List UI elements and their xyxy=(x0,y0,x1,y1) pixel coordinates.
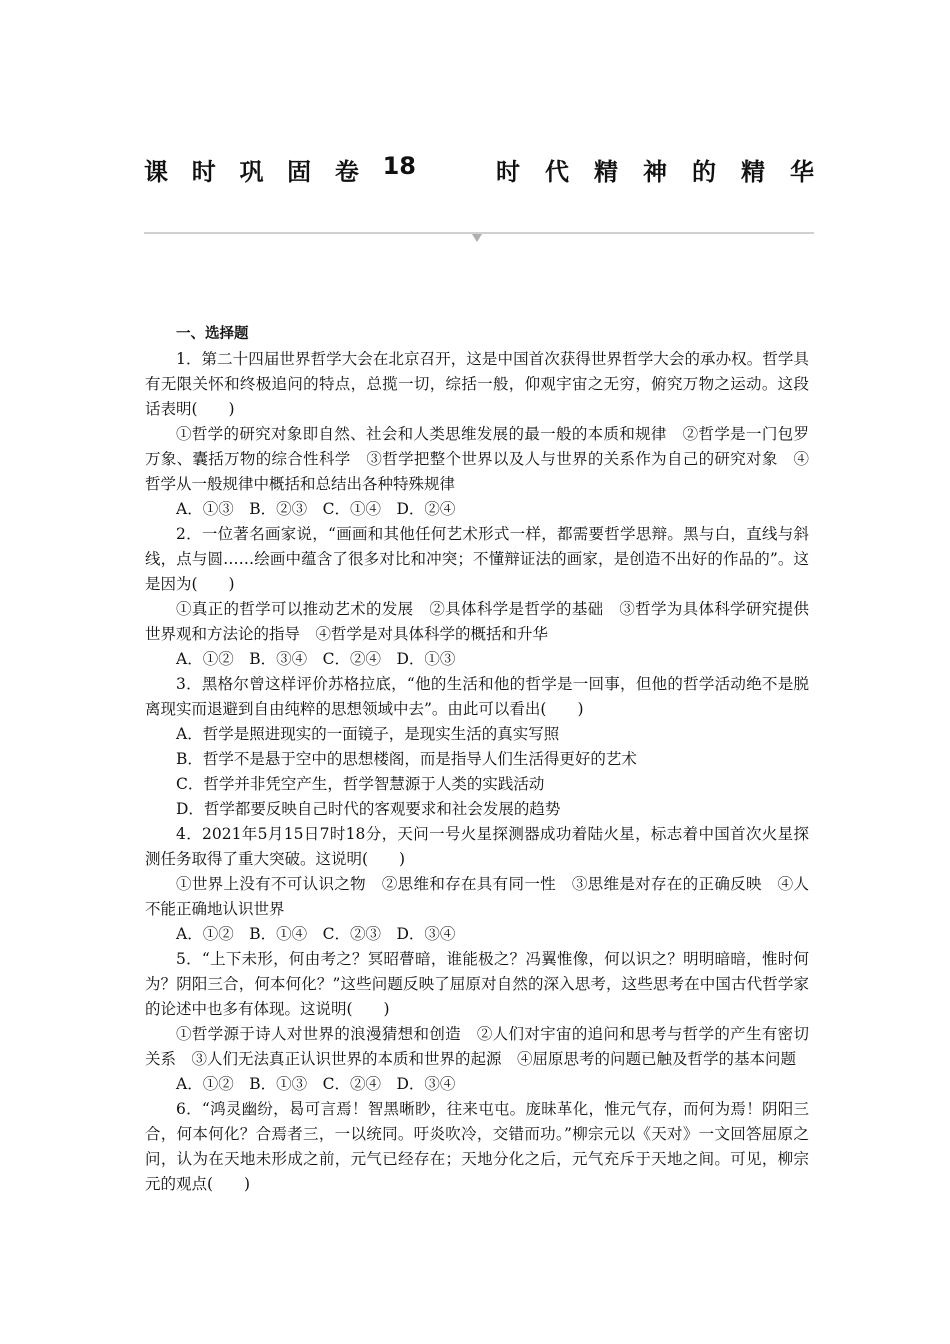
question-3-option-b: B．哲学不是悬于空中的思想楼阁，而是指导人们生活得更好的艺术 xyxy=(176,750,637,768)
title-char: 时 xyxy=(191,158,216,186)
divider-arrow-icon xyxy=(472,234,482,242)
title-number: 18 xyxy=(382,152,416,180)
title-char: 巩 xyxy=(239,158,264,186)
title-char: 卷 xyxy=(334,158,359,186)
question-1-stem: 1．第二十四届世界哲学大会在北京召开，这是中国首次获得世界哲学大会的承办权。哲学具有无限关怀和终极追问的特点，总揽一切，综括一般，仰观宇宙之无穷，俯究万物之运动。这段话表明( ) xyxy=(145,350,809,418)
question-2-items: ①真正的哲学可以推动艺术的发展 ②具体科学是哲学的基础 ③哲学为具体科学研究提供世界观和方法论的指导 ④哲学是对具体科学的概括和升华 xyxy=(145,600,809,643)
title-right xyxy=(496,152,814,187)
question-5-choices: A．①② B．①③ C．②④ D．③④ xyxy=(176,1075,456,1093)
question-5-items: ①哲学源于诗人对世界的浪漫猜想和创造 ②人们对宇宙的追问和思考与哲学的产生有密切关系 ③人们无法真正认识世界的本质和世界的起源 ④屈原思考的问题已触及哲学的基本问题 xyxy=(145,1025,809,1068)
question-4-items: ①世界上没有不可认识之物 ②思维和存在具有同一性 ③思维是对存在的正确反映 ④人不能正确地认识世界 xyxy=(145,875,809,918)
title-char: 华 xyxy=(790,158,814,186)
question-3-stem: 3．黑格尔曾这样评价苏格拉底，“他的生活和他的哲学是一回事，但他的哲学活动绝不是脱离现实而退避到自由纯粹的思想领域中去”。由此可以看出( ) xyxy=(145,675,809,718)
question-5-stem: 5．“上下未形，何由考之？冥昭瞢暗，谁能极之？冯翼惟像，何以识之？明明暗暗，惟时何为？阴阳三合，何本何化？”这些问题反映了屈原对自然的深入思考，这些思考在中国古代哲学家的论述中也多有体现。这说明( ) xyxy=(145,950,809,1018)
title-left xyxy=(144,152,416,187)
question-1-items: ①哲学的研究对象即自然、社会和人类思维发展的最一般的本质和规律 ②哲学是一门包罗万象、囊括万物的综合性科学 ③哲学把整个世界以及人与世界的关系作为自己的研究对象 ④哲学从一般规律中概括和总结出各种特殊规律 xyxy=(145,425,809,493)
question-content xyxy=(145,322,809,1197)
title-char: 课 xyxy=(144,158,168,186)
question-6-stem: 6．“鸿灵幽纷，曷可言焉！智黑晰眇，往来屯屯。庞昧革化，惟元气存，而何为焉！阴阳三合，何本何化？合焉者三，一以统同。吁炎吹冷，交错而功。”柳宗元以《天对》一文回答屈原之问，认为在天地未形成之前，元气已经存在；天地分化之后，元气充斥于天地之间。可见，柳宗元的观点( ) xyxy=(145,1100,809,1193)
title-char: 的 xyxy=(692,158,716,186)
question-2-choices: A．①② B．③④ C．②④ D．①③ xyxy=(176,650,456,668)
title-char: 神 xyxy=(643,158,667,186)
question-3-option-c: C．哲学并非凭空产生，哲学智慧源于人类的实践活动 xyxy=(176,775,545,793)
title-char: 精 xyxy=(741,158,765,186)
question-1-choices: A．①③ B．②③ C．①④ D．②④ xyxy=(176,500,456,518)
title-char: 精 xyxy=(594,158,618,186)
section-heading: 一、选择题 xyxy=(176,326,249,342)
title-char: 时 xyxy=(496,158,520,186)
title-char: 代 xyxy=(545,158,569,186)
title-char: 固 xyxy=(287,158,312,186)
question-3-option-d: D．哲学都要反映自己时代的客观要求和社会发展的趋势 xyxy=(176,800,561,818)
question-2-stem: 2．一位著名画家说，“画画和其他任何艺术形式一样，都需要哲学思辩。黑与白，直线与斜线，点与圆……绘画中蕴含了很多对比和冲突；不懂辩证法的画家，是创造不出好的作品的”。这是因为( ) xyxy=(145,525,809,593)
question-4-choices: A．①② B．①④ C．②③ D．③④ xyxy=(176,925,456,943)
question-4-stem: 4．2021年5月15日7时18分，天问一号火星探测器成功着陆火星，标志着中国首次火星探测任务取得了重大突破。这说明( ) xyxy=(145,825,809,868)
page-title xyxy=(144,152,814,187)
question-3-option-a: A．哲学是照进现实的一面镜子，是现实生活的真实写照 xyxy=(176,725,560,743)
